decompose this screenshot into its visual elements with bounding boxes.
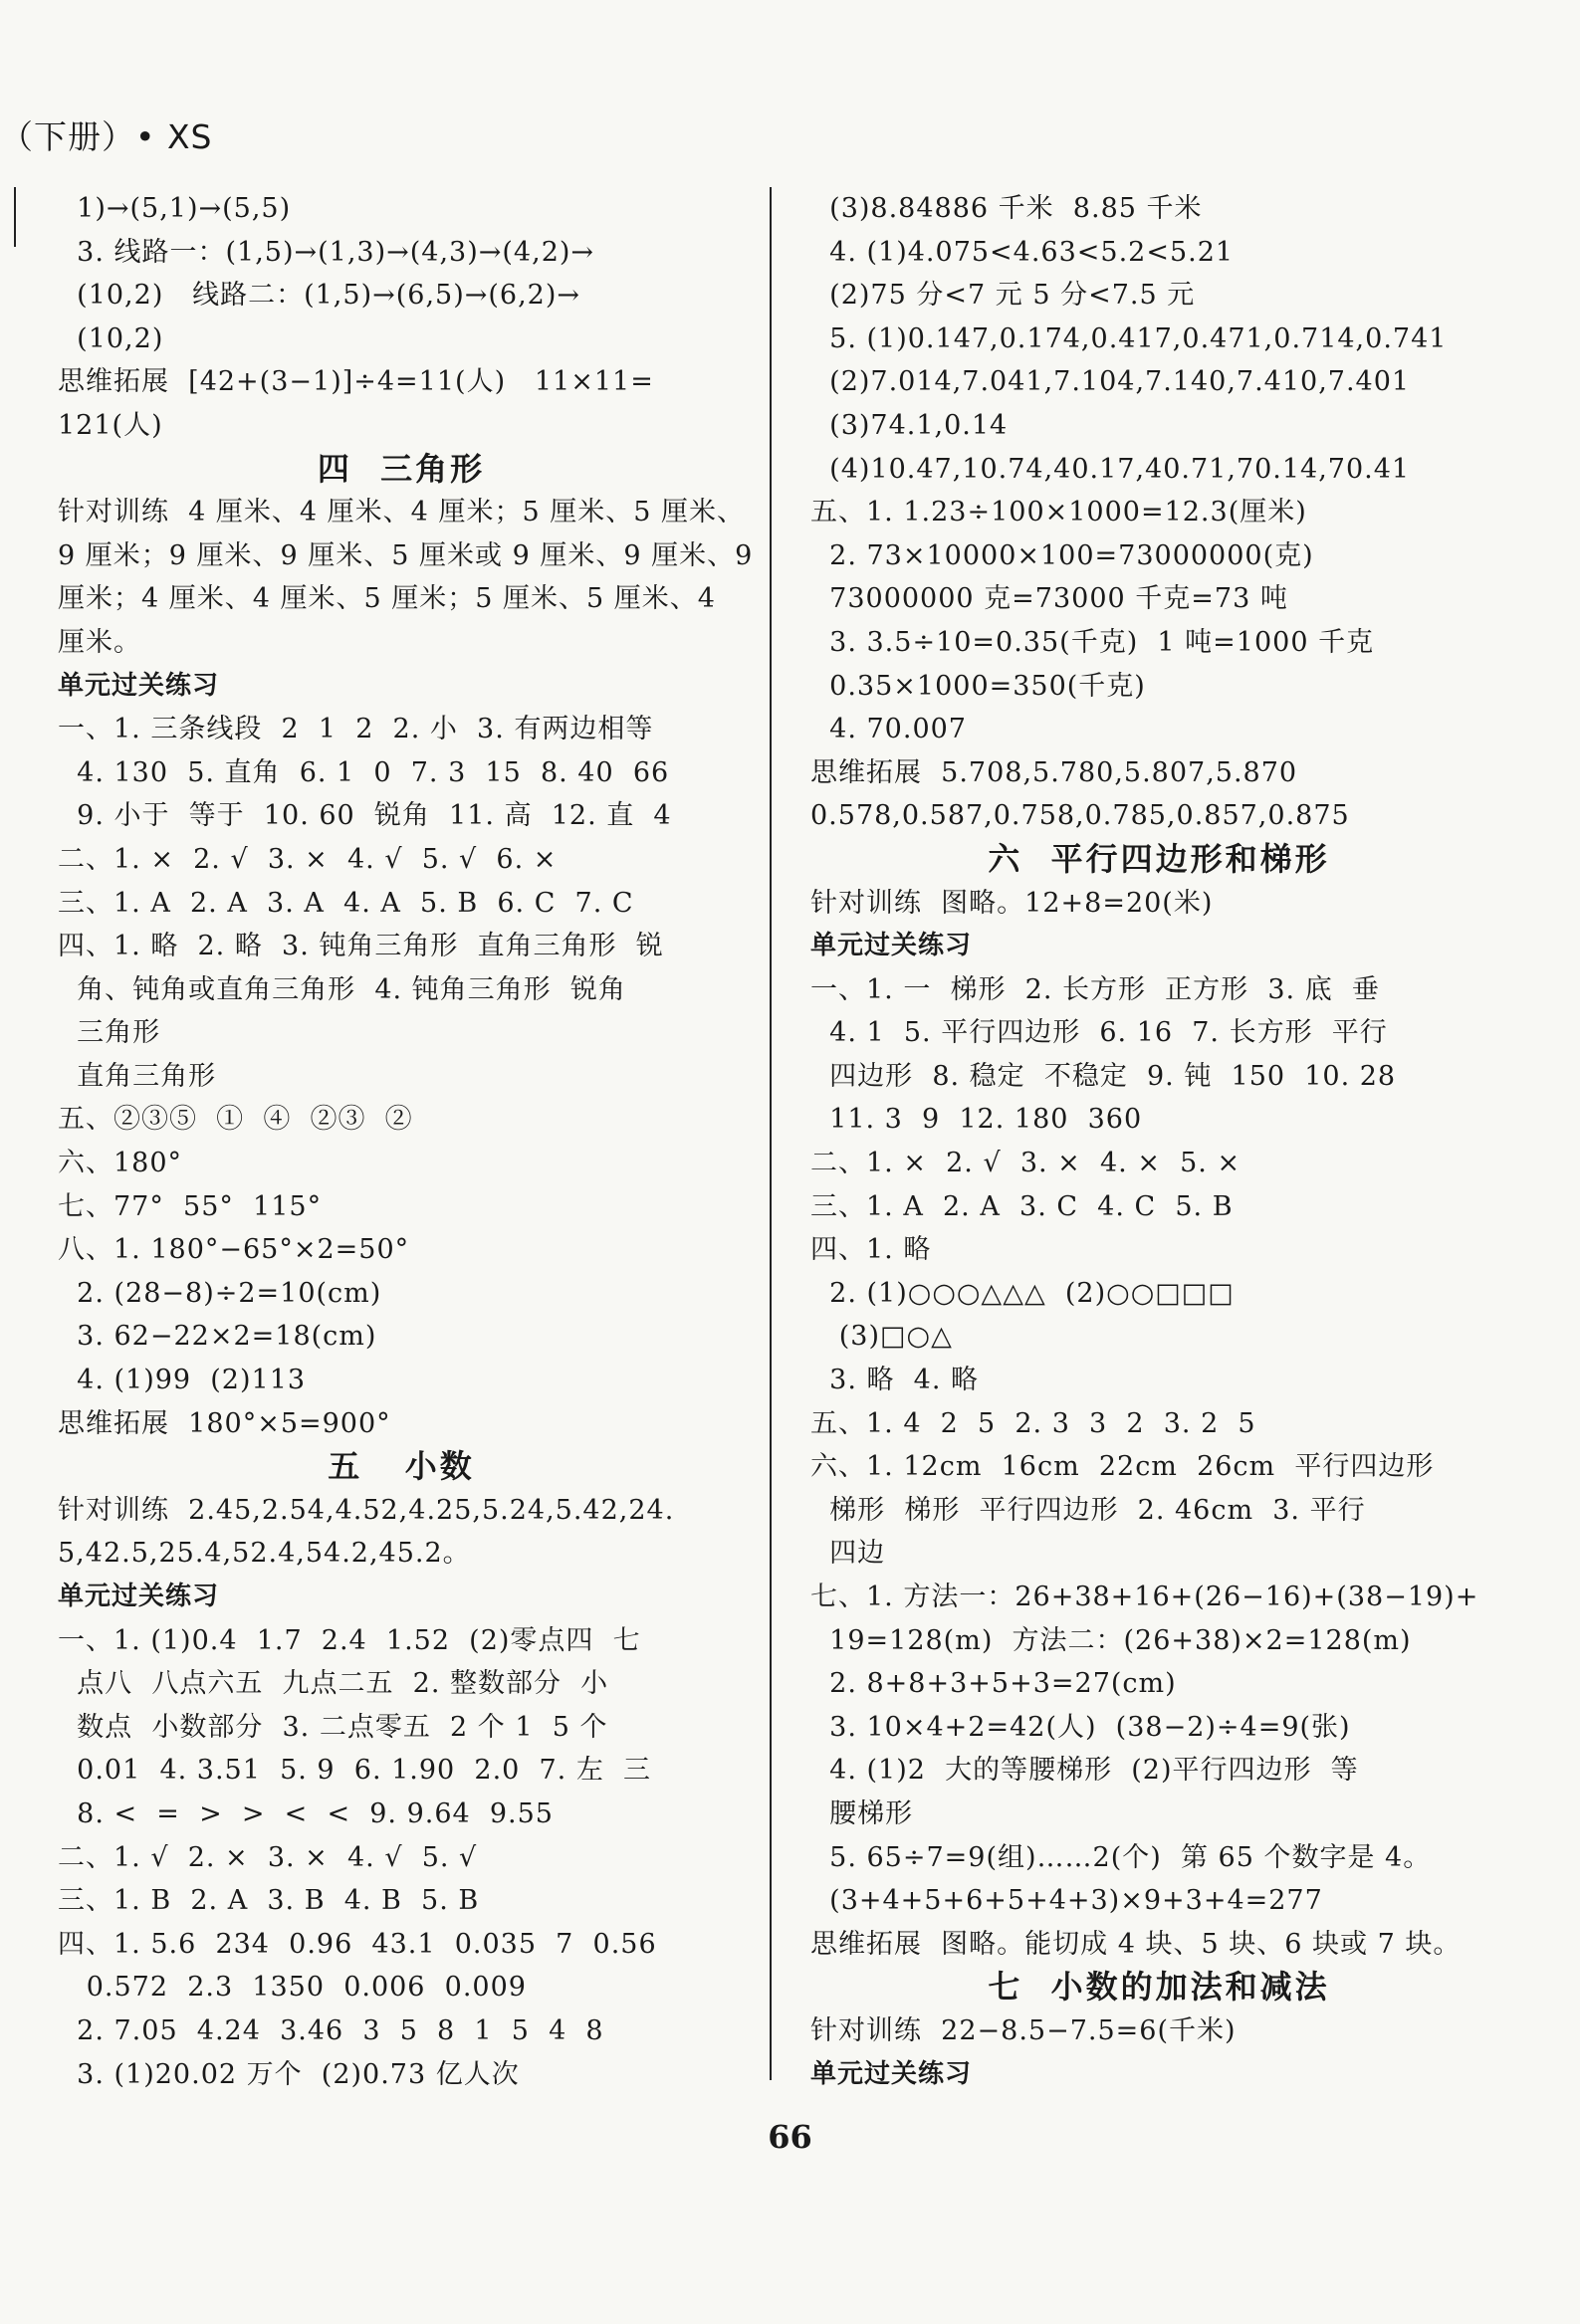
right-answer-line: 四、1. 略 [810, 1234, 932, 1266]
right-answer-line: 5. (1)0.147,0.174,0.417,0.471,0.714,0.741 [810, 322, 1448, 354]
left-answer-line: 9 厘米；9 厘米、9 厘米、5 厘米或 9 厘米、9 厘米、9 [58, 539, 754, 571]
left-answer-line: 六、180° [58, 1148, 183, 1179]
left-answer-line: 2. (28−8)÷2=10(cm) [58, 1277, 382, 1309]
left-answer-line: 3. 62−22×2=18(cm) [58, 1321, 377, 1353]
left-answer-line: 二、1. √ 2. × 3. × 4. √ 5. √ [58, 1841, 478, 1873]
left-answer-line: 数点 小数部分 3. 二点零五 2 个 1 5 个 [58, 1711, 608, 1743]
right-answer-line: 0.578,0.587,0.758,0.785,0.857,0.875 [810, 800, 1350, 832]
left-answer-line: (10,2) 线路二：(1,5)→(6,5)→(6,2)→ [58, 280, 580, 312]
right-answer-line: 4. (1)2 大的等腰梯形 (2)平行四边形 等 [810, 1755, 1359, 1787]
right-answer-line: 一、1. 一 梯形 2. 长方形 正方形 3. 底 垂 [810, 973, 1380, 1005]
right-answer-line: 2. 73×10000×100=73000000(克) [810, 539, 1314, 571]
right-column [810, 187, 1507, 2096]
left-answer-line: 4. 130 5. 直角 6. 1 0 7. 3 15 8. 40 66 [58, 756, 670, 788]
right-answer-line: (3+4+5+6+5+4+3)×9+3+4=277 [810, 1885, 1323, 1917]
left-margin-rule [14, 187, 16, 247]
right-answer-line: 73000000 克=73000 千克=73 吨 [810, 583, 1288, 615]
left-answer-line: 9. 小于 等于 10. 60 锐角 11. 高 12. 直 4 [58, 800, 672, 832]
left-answer-line: 三、1. B 2. A 3. B 4. B 5. B [58, 1885, 480, 1917]
left-answer-line: 四、1. 5.6 234 0.96 43.1 0.035 7 0.56 [58, 1928, 657, 1960]
left-answer-line: 点八 八点六五 九点二五 2. 整数部分 小 [58, 1668, 609, 1700]
right-answer-line: 11. 3 9 12. 180 360 [810, 1104, 1143, 1136]
right-answer-line: 3. 3.5÷10=0.35(千克) 1 吨=1000 千克 [810, 626, 1375, 658]
right-answer-line: 七、1. 方法一：26+38+16+(26−16)+(38−19)+ [810, 1582, 1479, 1612]
right-answer-line: 五、1. 4 2 5 2. 3 3 2 3. 2 5 [810, 1407, 1256, 1439]
left-answer-line: 厘米；4 厘米、4 厘米、5 厘米；5 厘米、5 厘米、4 [58, 583, 716, 615]
right-answer-line: 梯形 梯形 平行四边形 2. 46cm 3. 平行 [810, 1494, 1366, 1526]
left-answer-line: 一、1. 三条线段 2 1 2 2. 小 3. 有两边相等 [58, 714, 654, 745]
left-answer-line: 5,42.5,25.4,52.4,54.2,45.2。 [58, 1538, 471, 1570]
subsection-heading: 单元过关练习 [58, 670, 220, 701]
right-answer-line: 思维拓展 5.708,5.780,5.807,5.870 [810, 756, 1298, 788]
column-divider [770, 187, 772, 2080]
subsection-heading: 单元过关练习 [810, 931, 973, 961]
left-answer-line: 3. (1)20.02 万个 (2)0.73 亿人次 [58, 2058, 520, 2090]
left-answer-line: 三角形 [58, 1017, 161, 1049]
right-answer-line: 3. 略 4. 略 [810, 1365, 980, 1396]
left-answer-line: 八、1. 180°−65°×2=50° [58, 1234, 410, 1266]
left-answer-line: (10,2) [58, 322, 164, 354]
right-answer-line: 4. 70.007 [810, 714, 967, 745]
right-answer-line: (2)75 分<7 元 5 分<7.5 元 [810, 280, 1196, 312]
left-answer-line: 2. 7.05 4.24 3.46 3 5 8 1 5 4 8 [58, 2014, 604, 2046]
left-answer-line: 4. (1)99 (2)113 [58, 1365, 307, 1396]
left-answer-line: 七、77° 55° 115° [58, 1190, 323, 1222]
right-answer-line: 针对训练 图略。12+8=20(米) [810, 887, 1214, 919]
left-answer-line: 五、②③⑤ ① ④ ②③ ② [58, 1104, 413, 1136]
left-answer-line: 厘米。 [58, 626, 141, 658]
left-answer-line: 直角三角形 [58, 1060, 217, 1092]
subsection-heading: 单元过关练习 [810, 2058, 973, 2089]
right-answer-line: 四边形 8. 稳定 不稳定 9. 钝 150 10. 28 [810, 1060, 1397, 1092]
right-answer-line: 2. (1)○○○△△△ (2)○○□□□ [810, 1277, 1235, 1309]
left-answer-line: 8. < = > > < < 9. 9.64 9.55 [58, 1797, 554, 1829]
right-answer-line: 2. 8+8+3+5+3=27(cm) [810, 1668, 1177, 1700]
left-answer-line: 思维拓展 [42+(3−1)]÷4=11(人) 11×11= [58, 366, 654, 398]
right-answer-line: 四边 [810, 1538, 886, 1570]
left-answer-line: 一、1. (1)0.4 1.7 2.4 1.52 (2)零点四 七 [58, 1624, 641, 1656]
running-header: （下册）• XS [0, 117, 213, 156]
right-answer-line: 三、1. A 2. A 3. C 4. C 5. B [810, 1190, 1234, 1222]
section-title: 六 平行四边形和梯形 [988, 839, 1330, 878]
right-answer-line: 3. 10×4+2=42(人) (38−2)÷4=9(张) [810, 1711, 1351, 1743]
left-answer-line: 思维拓展 180°×5=900° [58, 1407, 391, 1439]
left-answer-line: 三、1. A 2. A 3. A 4. A 5. B 6. C 7. C [58, 887, 634, 919]
right-answer-line: 4. 1 5. 平行四边形 6. 16 7. 长方形 平行 [810, 1017, 1388, 1049]
right-answer-line: (3)□○△ [810, 1321, 953, 1353]
page-number: 66 [768, 2118, 812, 2156]
right-answer-line: 针对训练 22−8.5−7.5=6(千米) [810, 2014, 1237, 2046]
right-answer-line: (3)74.1,0.14 [810, 409, 1009, 441]
left-answer-line: 四、1. 略 2. 略 3. 钝角三角形 直角三角形 锐 [58, 931, 664, 962]
right-answer-line: 五、1. 1.23÷100×1000=12.3(厘米) [810, 497, 1307, 528]
left-answer-line: 1)→(5,1)→(5,5) [58, 193, 292, 224]
section-title: 四 三角形 [317, 449, 486, 488]
right-answer-line: 思维拓展 图略。能切成 4 块、5 块、6 块或 7 块。 [810, 1928, 1462, 1960]
left-answer-line: 角、钝角或直角三角形 4. 钝角三角形 锐角 [58, 973, 626, 1005]
section-title: 五 小数 [328, 1447, 475, 1486]
left-answer-line: 121(人) [58, 409, 163, 441]
right-answer-line: 4. (1)4.075<4.63<5.2<5.21 [810, 236, 1235, 268]
left-answer-line: 3. 线路一：(1,5)→(1,3)→(4,3)→(4,2)→ [58, 236, 595, 268]
section-title: 七 小数的加法和减法 [988, 1968, 1330, 2007]
right-answer-line: (3)8.84886 千米 8.85 千米 [810, 193, 1203, 224]
right-answer-line: 19=128(m) 方法二：(26+38)×2=128(m) [810, 1624, 1412, 1656]
right-answer-line: (2)7.014,7.041,7.104,7.140,7.410,7.401 [810, 366, 1411, 398]
right-answer-line: (4)10.47,10.74,40.17,40.71,70.14,70.41 [810, 453, 1411, 485]
left-answer-line: 针对训练 2.45,2.54,4.52,4.25,5.24,5.42,24. [58, 1494, 675, 1526]
left-answer-line: 0.01 4. 3.51 5. 9 6. 1.90 2.0 7. 左 三 [58, 1755, 651, 1787]
right-answer-line: 二、1. × 2. √ 3. × 4. × 5. × [810, 1148, 1241, 1179]
right-answer-line: 六、1. 12cm 16cm 22cm 26cm 平行四边形 [810, 1451, 1435, 1483]
subsection-heading: 单元过关练习 [58, 1582, 220, 1611]
left-answer-line: 0.572 2.3 1350 0.006 0.009 [58, 1972, 527, 2004]
right-answer-line: 腰梯形 [810, 1797, 914, 1829]
right-answer-line: 5. 65÷7=9(组)……2(个) 第 65 个数字是 4。 [810, 1841, 1432, 1873]
left-column [58, 187, 754, 2096]
left-answer-line: 二、1. × 2. √ 3. × 4. √ 5. √ 6. × [58, 843, 558, 875]
left-answer-line: 针对训练 4 厘米、4 厘米、4 厘米；5 厘米、5 厘米、 [58, 497, 745, 528]
right-answer-line: 0.35×1000=350(千克) [810, 670, 1146, 702]
